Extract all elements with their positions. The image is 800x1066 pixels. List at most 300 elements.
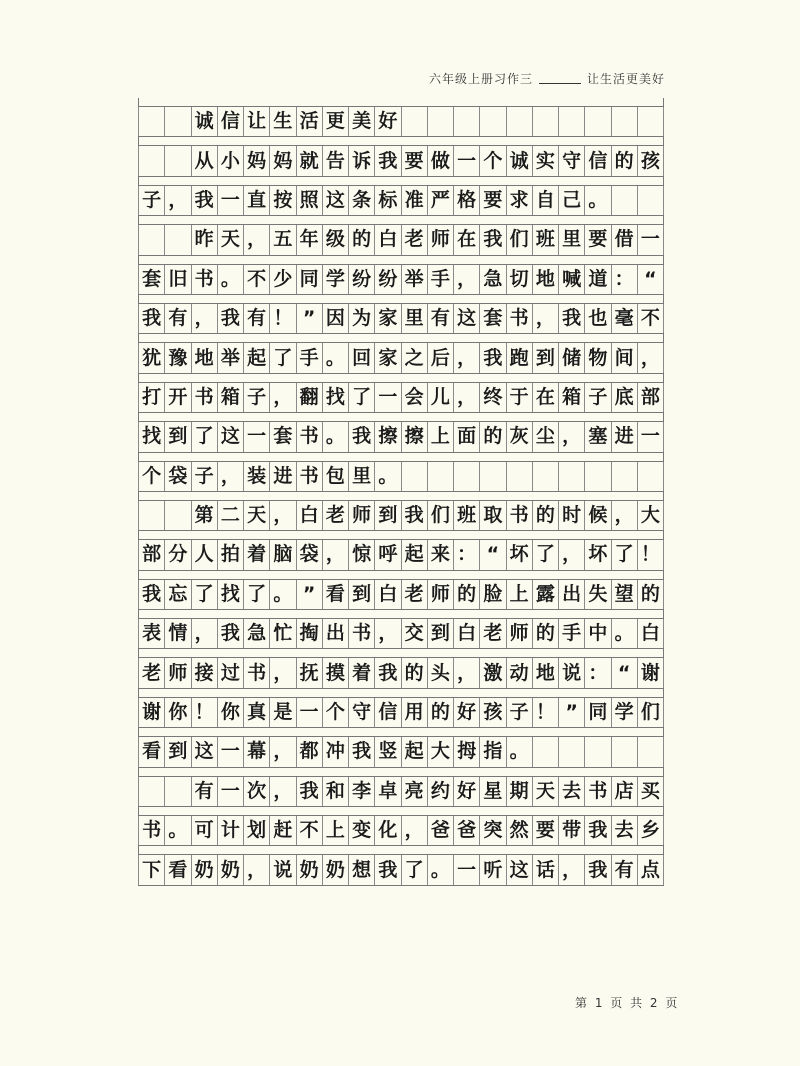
- line-spacer: [138, 531, 664, 539]
- grid-cell: 标: [374, 186, 400, 215]
- grid-cell: 条: [348, 186, 374, 215]
- grid-cell: 上: [427, 422, 453, 451]
- grid-cell: [138, 107, 164, 136]
- grid-cell: 白: [374, 580, 400, 609]
- grid-cell: 情: [164, 619, 190, 648]
- grid-cell: 尘: [532, 422, 558, 451]
- grid-cell: 露: [532, 580, 558, 609]
- grid-cell: 的: [401, 658, 427, 687]
- grid-cell: 套: [479, 304, 505, 333]
- grid-cell: 天: [243, 501, 269, 530]
- grid-cell: 了: [348, 383, 374, 412]
- grid-cell: 部: [138, 540, 164, 569]
- grid-cell: ，: [243, 855, 269, 884]
- grid-cell: [164, 107, 190, 136]
- grid-cell: 部: [637, 383, 664, 412]
- grid-cell: 就: [296, 146, 322, 175]
- grid-cell: 诚: [506, 146, 532, 175]
- grid-cell: 表: [138, 619, 164, 648]
- grid-cell: 要: [532, 816, 558, 845]
- grid-cell: 套: [138, 265, 164, 294]
- grid-cell: 失: [584, 580, 610, 609]
- header-blank-line: [539, 73, 581, 84]
- grid-cell: 终: [479, 383, 505, 412]
- grid-cell: 昨: [191, 225, 217, 254]
- line-spacer: [138, 295, 664, 303]
- grid-cell: 师: [427, 580, 453, 609]
- grid-cell: 呼: [374, 540, 400, 569]
- grid-cell: 看: [164, 855, 190, 884]
- grid-cell: 不: [296, 816, 322, 845]
- essay-line: [138, 728, 664, 767]
- grid-cell: 诉: [348, 146, 374, 175]
- grid-cell: ，: [453, 658, 479, 687]
- essay-line: [138, 531, 664, 570]
- grid-cell: 着: [348, 658, 374, 687]
- essay-line: [138, 256, 664, 295]
- grid-cell: 让: [243, 107, 269, 136]
- grid-cell: 子: [138, 186, 164, 215]
- grid-cell: 五: [269, 225, 295, 254]
- grid-cell: 点: [637, 855, 664, 884]
- grid-cell: 儿: [427, 383, 453, 412]
- grid-cell: ，: [269, 777, 295, 806]
- grid-cell: 第: [191, 501, 217, 530]
- grid-cell: 个: [138, 462, 164, 491]
- grid-cell: 师: [506, 619, 532, 648]
- grid-cells: [138, 145, 664, 176]
- grid-cell: ，: [611, 501, 637, 530]
- grid-cell: ，: [374, 619, 400, 648]
- grid-cell: [611, 186, 637, 215]
- essay-line: [138, 177, 664, 216]
- grid-cell: 要: [479, 186, 505, 215]
- grid-cell: 约: [427, 777, 453, 806]
- grid-cell: [584, 737, 610, 766]
- grid-cell: 去: [558, 777, 584, 806]
- grid-cell: 在: [532, 383, 558, 412]
- grid-cells: [138, 657, 664, 688]
- grid-cell: 我: [348, 422, 374, 451]
- grid-cell: 手: [427, 265, 453, 294]
- grid-cell: [138, 777, 164, 806]
- essay-line: [138, 413, 664, 452]
- grid-cell: ，: [269, 737, 295, 766]
- grid-cell: 地: [532, 658, 558, 687]
- grid-cells: [138, 539, 664, 570]
- grid-cell: 准: [401, 186, 427, 215]
- grid-cell: 书: [296, 462, 322, 491]
- grid-cells: [138, 106, 664, 137]
- grid-cell: 候: [584, 501, 610, 530]
- grid-cell: 套: [269, 422, 295, 451]
- grid-cell: ，: [558, 422, 584, 451]
- grid-cell: 听: [479, 855, 505, 884]
- grid-cell: 我: [558, 304, 584, 333]
- grid-cell: [637, 462, 664, 491]
- grid-cell: 说: [269, 855, 295, 884]
- grid-cell: 奶: [217, 855, 243, 884]
- grid-cell: ，: [322, 540, 348, 569]
- grid-cell: 都: [296, 737, 322, 766]
- grid-cell: 切: [506, 265, 532, 294]
- grid-cells: [138, 264, 664, 295]
- grid-cell: 的: [532, 501, 558, 530]
- grid-cell: 找: [217, 580, 243, 609]
- grid-cells: [138, 461, 664, 492]
- grid-cell: 和: [322, 777, 348, 806]
- grid-cell: 起: [401, 737, 427, 766]
- grid-cell: 实: [532, 146, 558, 175]
- grid-cell: 也: [584, 304, 610, 333]
- grid-cell: ，: [453, 343, 479, 372]
- grid-cells: [138, 303, 664, 334]
- grid-cell: 不: [637, 304, 664, 333]
- grid-cell: “: [637, 265, 664, 294]
- grid-cell: 我: [217, 304, 243, 333]
- grid-cell: ，: [191, 304, 217, 333]
- grid-cell: 交: [401, 619, 427, 648]
- grid-cell: [611, 737, 637, 766]
- grid-cell: 忙: [269, 619, 295, 648]
- grid-cell: [138, 225, 164, 254]
- grid-cell: 看: [322, 580, 348, 609]
- grid-cell: 抚: [296, 658, 322, 687]
- grid-cell: 到: [164, 422, 190, 451]
- grid-cell: 竖: [374, 737, 400, 766]
- grid-cell: ：: [611, 265, 637, 294]
- line-spacer: [138, 413, 664, 421]
- grid-cell: ：: [584, 658, 610, 687]
- grid-cell: 储: [558, 343, 584, 372]
- grid-cell: 奶: [191, 855, 217, 884]
- essay-title-row: [138, 98, 664, 137]
- grid-cell: 在: [453, 225, 479, 254]
- grid-cell: 老: [401, 580, 427, 609]
- grid-cell: 家: [374, 343, 400, 372]
- grid-cell: 一: [217, 777, 243, 806]
- grid-cell: 班: [532, 225, 558, 254]
- grid-cell: 书: [138, 816, 164, 845]
- grid-cell: 了: [532, 540, 558, 569]
- grid-cell: 着: [243, 540, 269, 569]
- grid-cell: ，: [269, 501, 295, 530]
- grid-cell: 一: [217, 186, 243, 215]
- grid-cell: 大: [637, 501, 664, 530]
- grid-cell: 里: [348, 462, 374, 491]
- grid-cell: [164, 777, 190, 806]
- grid-cells: [138, 697, 664, 728]
- grid-cell: [637, 737, 664, 766]
- grid-cell: 时: [558, 501, 584, 530]
- grid-cell: 书: [243, 658, 269, 687]
- grid-cell: [479, 107, 505, 136]
- grid-cell: [479, 462, 505, 491]
- grid-cell: 物: [584, 343, 610, 372]
- grid-cell: 年: [296, 225, 322, 254]
- grid-cell: 买: [637, 777, 664, 806]
- grid-cell: [558, 737, 584, 766]
- line-spacer: [138, 689, 664, 697]
- grid-cell: 用: [401, 698, 427, 727]
- grid-cell: 二: [217, 501, 243, 530]
- grid-cell: 白: [637, 619, 664, 648]
- grid-cell: 惊: [348, 540, 374, 569]
- grid-cell: 更: [322, 107, 348, 136]
- grid-cell: 照: [296, 186, 322, 215]
- grid-cell: 书: [506, 304, 532, 333]
- grid-cell: 纷: [348, 265, 374, 294]
- grid-cell: 我: [584, 855, 610, 884]
- essay-line: [138, 807, 664, 846]
- grid-cell: 说: [558, 658, 584, 687]
- grid-cell: 因: [322, 304, 348, 333]
- grid-cell: 书: [191, 265, 217, 294]
- grid-cell: 的: [427, 698, 453, 727]
- grid-cell: 为: [348, 304, 374, 333]
- grid-cell: 箱: [217, 383, 243, 412]
- grid-cell: 举: [217, 343, 243, 372]
- grid-cell: 下: [138, 855, 164, 884]
- grid-cell: 底: [611, 383, 637, 412]
- grid-cell: 师: [348, 501, 374, 530]
- grid-cell: 谢: [138, 698, 164, 727]
- grid-cell: 上: [322, 816, 348, 845]
- essay-line: [138, 374, 664, 413]
- page-number: 第 1 页 共 2 页: [575, 996, 680, 1010]
- grid-cell: 然: [506, 816, 532, 845]
- grid-cell: 擦: [374, 422, 400, 451]
- grid-cells: [138, 185, 664, 216]
- grid-cells: [138, 421, 664, 452]
- grid-cell: 真: [243, 698, 269, 727]
- grid-cell: 变: [348, 816, 374, 845]
- grid-cell: 找: [138, 422, 164, 451]
- grid-cell: ，: [637, 343, 664, 372]
- grid-cell: 开: [164, 383, 190, 412]
- grid-cell: [138, 501, 164, 530]
- grid-cell: 坏: [584, 540, 610, 569]
- grid-cell: ，: [164, 186, 190, 215]
- grid-cell: 包: [322, 462, 348, 491]
- grid-cell: 话: [532, 855, 558, 884]
- grid-cell: 赶: [269, 816, 295, 845]
- grid-cell: 想: [348, 855, 374, 884]
- grid-cell: 白: [453, 619, 479, 648]
- grid-cell: 脑: [269, 540, 295, 569]
- line-spacer: [138, 137, 664, 145]
- grid-cell: ！: [532, 698, 558, 727]
- grid-cell: 之: [401, 343, 427, 372]
- grid-cell: [164, 501, 190, 530]
- grid-cell: [558, 107, 584, 136]
- grid-cell: 我: [374, 146, 400, 175]
- grid-cell: 。: [506, 737, 532, 766]
- grid-cell: 师: [427, 225, 453, 254]
- grid-cell: 过: [217, 658, 243, 687]
- grid-cell: 。: [164, 816, 190, 845]
- grid-cell: 里: [558, 225, 584, 254]
- grid-cell: 书: [584, 777, 610, 806]
- grid-cell: 守: [348, 698, 374, 727]
- grid-cell: ，: [243, 225, 269, 254]
- grid-cell: 间: [611, 343, 637, 372]
- grid-cell: 急: [243, 619, 269, 648]
- grid-cell: 坏: [506, 540, 532, 569]
- grid-cell: 个: [479, 146, 505, 175]
- grid-cell: 少: [269, 265, 295, 294]
- grid-cell: 划: [243, 816, 269, 845]
- grid-cell: [506, 107, 532, 136]
- grid-cell: 于: [506, 383, 532, 412]
- grid-cell: 谢: [637, 658, 664, 687]
- grid-cells: [138, 382, 664, 413]
- grid-cell: ，: [269, 658, 295, 687]
- grid-cell: 的: [453, 580, 479, 609]
- grid-cell: 做: [427, 146, 453, 175]
- grid-cell: 幕: [243, 737, 269, 766]
- grid-cell: 一: [243, 422, 269, 451]
- line-spacer: [138, 492, 664, 500]
- grid-cell: 出: [558, 580, 584, 609]
- grid-cell: ”: [296, 304, 322, 333]
- grid-cell: 们: [427, 501, 453, 530]
- grid-cell: 了: [401, 855, 427, 884]
- grid-cell: 找: [322, 383, 348, 412]
- grid-cell: 老: [401, 225, 427, 254]
- grid-cell: 我: [584, 816, 610, 845]
- grid-cell: 塞: [584, 422, 610, 451]
- grid-cell: 严: [427, 186, 453, 215]
- grid-cell: ”: [296, 580, 322, 609]
- grid-cell: 从: [191, 146, 217, 175]
- grid-cell: 孩: [637, 146, 664, 175]
- line-spacer: [138, 453, 664, 461]
- essay-line: [138, 453, 664, 492]
- header-topic-label: 让生活更美好: [586, 72, 665, 86]
- grid-cell: 进: [269, 462, 295, 491]
- grid-cell: 借: [611, 225, 637, 254]
- grid-cells: [138, 854, 664, 885]
- grid-cell: 老: [479, 619, 505, 648]
- grid-cell: 守: [558, 146, 584, 175]
- grid-cell: 师: [164, 658, 190, 687]
- grid-cell: 一: [453, 146, 479, 175]
- grid-cell: 看: [138, 737, 164, 766]
- grid-cell: [401, 107, 427, 136]
- grid-cell: 不: [243, 265, 269, 294]
- grid-cell: [558, 462, 584, 491]
- grid-cell: 诚: [191, 107, 217, 136]
- grid-cell: 了: [269, 343, 295, 372]
- grid-cell: 店: [611, 777, 637, 806]
- grid-cell: 头: [427, 658, 453, 687]
- grid-cell: 们: [506, 225, 532, 254]
- grid-cell: 了: [191, 580, 217, 609]
- line-spacer: [138, 728, 664, 736]
- grid-cell: 到: [374, 501, 400, 530]
- essay-line: [138, 768, 664, 807]
- grid-cell: “: [479, 540, 505, 569]
- grid-cell: [611, 107, 637, 136]
- grid-cells: [138, 815, 664, 846]
- grid-cell: 道: [584, 265, 610, 294]
- grid-cell: 打: [138, 383, 164, 412]
- grid-cell: ，: [453, 383, 479, 412]
- grid-cell: 里: [401, 304, 427, 333]
- grid-cell: 到: [532, 343, 558, 372]
- grid-cell: 家: [374, 304, 400, 333]
- grid-cell: 灰: [506, 422, 532, 451]
- essay-line: [138, 689, 664, 728]
- grid-cell: 。: [322, 422, 348, 451]
- grid-cell: 书: [348, 619, 374, 648]
- grid-cell: 级: [322, 225, 348, 254]
- grid-cell: 一: [217, 737, 243, 766]
- grid-cell: 己: [558, 186, 584, 215]
- grid-cell: 这: [191, 737, 217, 766]
- grid-cell: 个: [322, 698, 348, 727]
- grid-cell: 指: [479, 737, 505, 766]
- grid-cell: 我: [401, 501, 427, 530]
- grid-cell: 箱: [558, 383, 584, 412]
- grid-cell: 举: [401, 265, 427, 294]
- line-spacer: [138, 334, 664, 342]
- grid-cell: 我: [217, 619, 243, 648]
- grid-cell: 望: [611, 580, 637, 609]
- grid-cell: 我: [479, 343, 505, 372]
- grid-cell: 好: [374, 107, 400, 136]
- grid-cell: 。: [322, 343, 348, 372]
- grid-cell: 白: [374, 225, 400, 254]
- grid-cell: 我: [296, 777, 322, 806]
- grid-cell: 是: [269, 698, 295, 727]
- grid-cell: 信: [584, 146, 610, 175]
- grid-cell: [532, 107, 558, 136]
- grid-cell: 我: [479, 225, 505, 254]
- grid-cell: 翻: [296, 383, 322, 412]
- grid-cell: 的: [348, 225, 374, 254]
- composition-grid: [138, 98, 664, 886]
- grid-cell: 我: [374, 855, 400, 884]
- grid-cell: 喊: [558, 265, 584, 294]
- grid-cell: 你: [164, 698, 190, 727]
- grid-cell: ，: [217, 462, 243, 491]
- grid-cell: 有: [427, 304, 453, 333]
- grid-cell: 袋: [296, 540, 322, 569]
- grid-cell: 掏: [296, 619, 322, 648]
- grid-cell: 的: [611, 146, 637, 175]
- grid-cell: 人: [191, 540, 217, 569]
- grid-cell: 。: [427, 855, 453, 884]
- line-spacer: [138, 649, 664, 657]
- grid-cell: 中: [584, 619, 610, 648]
- grid-cell: 装: [243, 462, 269, 491]
- grid-cell: 卓: [374, 777, 400, 806]
- line-spacer: [138, 98, 664, 106]
- grid-cell: 班: [453, 501, 479, 530]
- page-header: [429, 70, 665, 87]
- grid-cell: 后: [427, 343, 453, 372]
- essay-line: [138, 649, 664, 688]
- grid-cells: [138, 579, 664, 610]
- grid-cell: 回: [348, 343, 374, 372]
- essay-line: [138, 571, 664, 610]
- grid-cell: [584, 107, 610, 136]
- grid-cell: 毫: [611, 304, 637, 333]
- grid-cell: 面: [453, 422, 479, 451]
- grid-cell: 老: [138, 658, 164, 687]
